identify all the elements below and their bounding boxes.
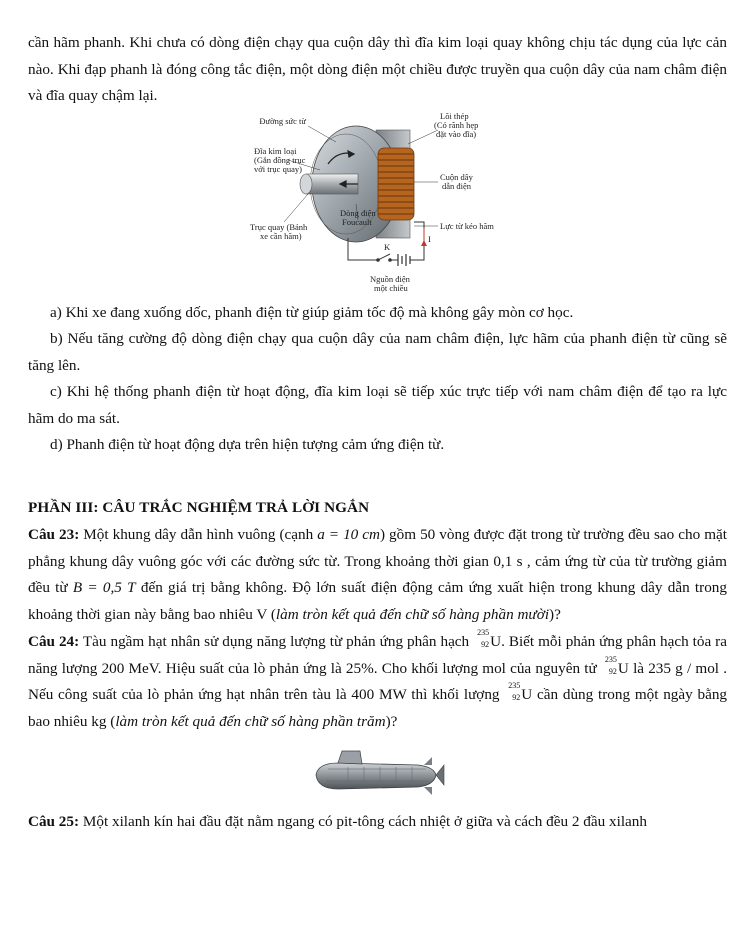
label-eddy-2: Foucault — [341, 216, 372, 227]
label-source-1: Nguồn điện — [369, 273, 410, 284]
option-c: c) Khi hệ thống phanh điện từ hoạt động, đĩa kim loại sẽ tiếp xúc trực tiếp với nam châm điện để tạo ra lực hãm do ma sát. — [28, 383, 727, 427]
isotope-u235: 235 92 — [604, 654, 617, 676]
label-axle-2: xe cần hãm) — [259, 230, 302, 241]
label-disc-2: (Gắn đồng trục — [253, 154, 305, 165]
label-core-3: đặt vào đĩa) — [435, 128, 476, 139]
nuclear-submarine-image — [308, 741, 448, 803]
section-title: PHẦN III: CÂU TRẮC NGHIỆM TRẢ LỜI NGẮN — [28, 498, 370, 516]
label-disc-3: với trục quay) — [253, 163, 302, 174]
label-coil-2: dẫn điện — [441, 180, 471, 191]
label-switch: K — [383, 241, 390, 252]
question-23: Câu 23: Một khung dây dẫn hình vuông (cạnh a = 10 cm) gồm 50 vòng được đặt trong từ trường đều sao cho mặt phẳng khung dây vuông góc với các đường sức từ. Trong khoảng thời gian 0,1 s , cảm ứng từ của từ trường giảm đều từ B = 0,5 T đến giá trị bằng không. Độ lớn suất điện động cảm ứng xuất hiện trong khung dây dẫn trong khoảng thời gian này bằng bao nhiêu V (làm tròn kết quả đến chữ số hàng phần mười)? — [28, 526, 727, 623]
label-source-2: một chiều — [373, 282, 408, 293]
intro-paragraph: cần hãm phanh. Khi chưa có dòng điện chạy qua cuộn dây thì đĩa kim loại quay không chịu tác dụng của lực cản nào. Khi đạp phanh là đóng công tắc điện, một dòng điện một chiều được truyền qua cuộn dây của nam châm điện và đĩa quay chậm lại. — [28, 34, 727, 104]
option-b: b) Nếu tăng cường độ dòng điện chạy qua cuộn dây của nam châm điện, lực hãm của phanh điện từ cũng sẽ tăng lên. — [28, 330, 727, 374]
label-axle-1: Trục quay (Bánh — [249, 221, 307, 232]
label-eddy-1: Dòng điện — [339, 207, 376, 218]
question-24-number: Câu 24: — [28, 633, 80, 650]
label-field-lines: Đường sức từ — [258, 115, 306, 126]
question-24: Câu 24: Tàu ngầm hạt nhân sử dụng năng lượng từ phản ứng phân hạch 235 92 U. Biết mỗi phản ứng phân hạch tỏa ra năng lượng 200 MeV. Hiệu suất của lò phản ứng là 25%. Cho khối lượng mol của nguyên tử 235 92 U là 235 g / mol . Nếu công suất của lò phản ứng hạt nhân trên tàu là 400 MW thì khối lượng 235 92 U cần dùng trong một ngày bằng bao nhiêu kg (làm tròn kết quả đến chữ số hàng phần trăm)? — [28, 628, 728, 730]
label-force: Lực từ kéo hãm — [439, 220, 494, 231]
option-a: a) Khi xe đang xuống dốc, phanh điện từ giúp giảm tốc độ mà không gây mòn cơ học. — [50, 303, 574, 321]
label-disc-1: Đĩa kim loại — [253, 145, 296, 156]
isotope-u235: 235 92 — [477, 628, 490, 649]
label-core-1: Lõi thép — [439, 111, 469, 121]
isotope-u235: 235 92 — [508, 681, 521, 702]
label-coil-1: Cuộn dây — [439, 171, 473, 182]
option-d: d) Phanh điện từ hoạt động dựa trên hiện tượng cảm ứng điện từ. — [50, 436, 445, 453]
label-current: I — [427, 233, 431, 244]
question-25: Câu 25: Một xilanh kín hai đầu đặt nằm ngang có pit-tông cách nhiệt ở giữa và cách đều 2 đầu xilanh — [28, 813, 647, 830]
electromagnetic-brake-diagram — [228, 112, 528, 298]
coil-windings — [378, 148, 414, 220]
question-25-number: Câu 25: — [28, 813, 80, 830]
label-core-2: (Có rãnh hẹp — [433, 119, 478, 130]
question-23-number: Câu 23: — [28, 526, 80, 543]
